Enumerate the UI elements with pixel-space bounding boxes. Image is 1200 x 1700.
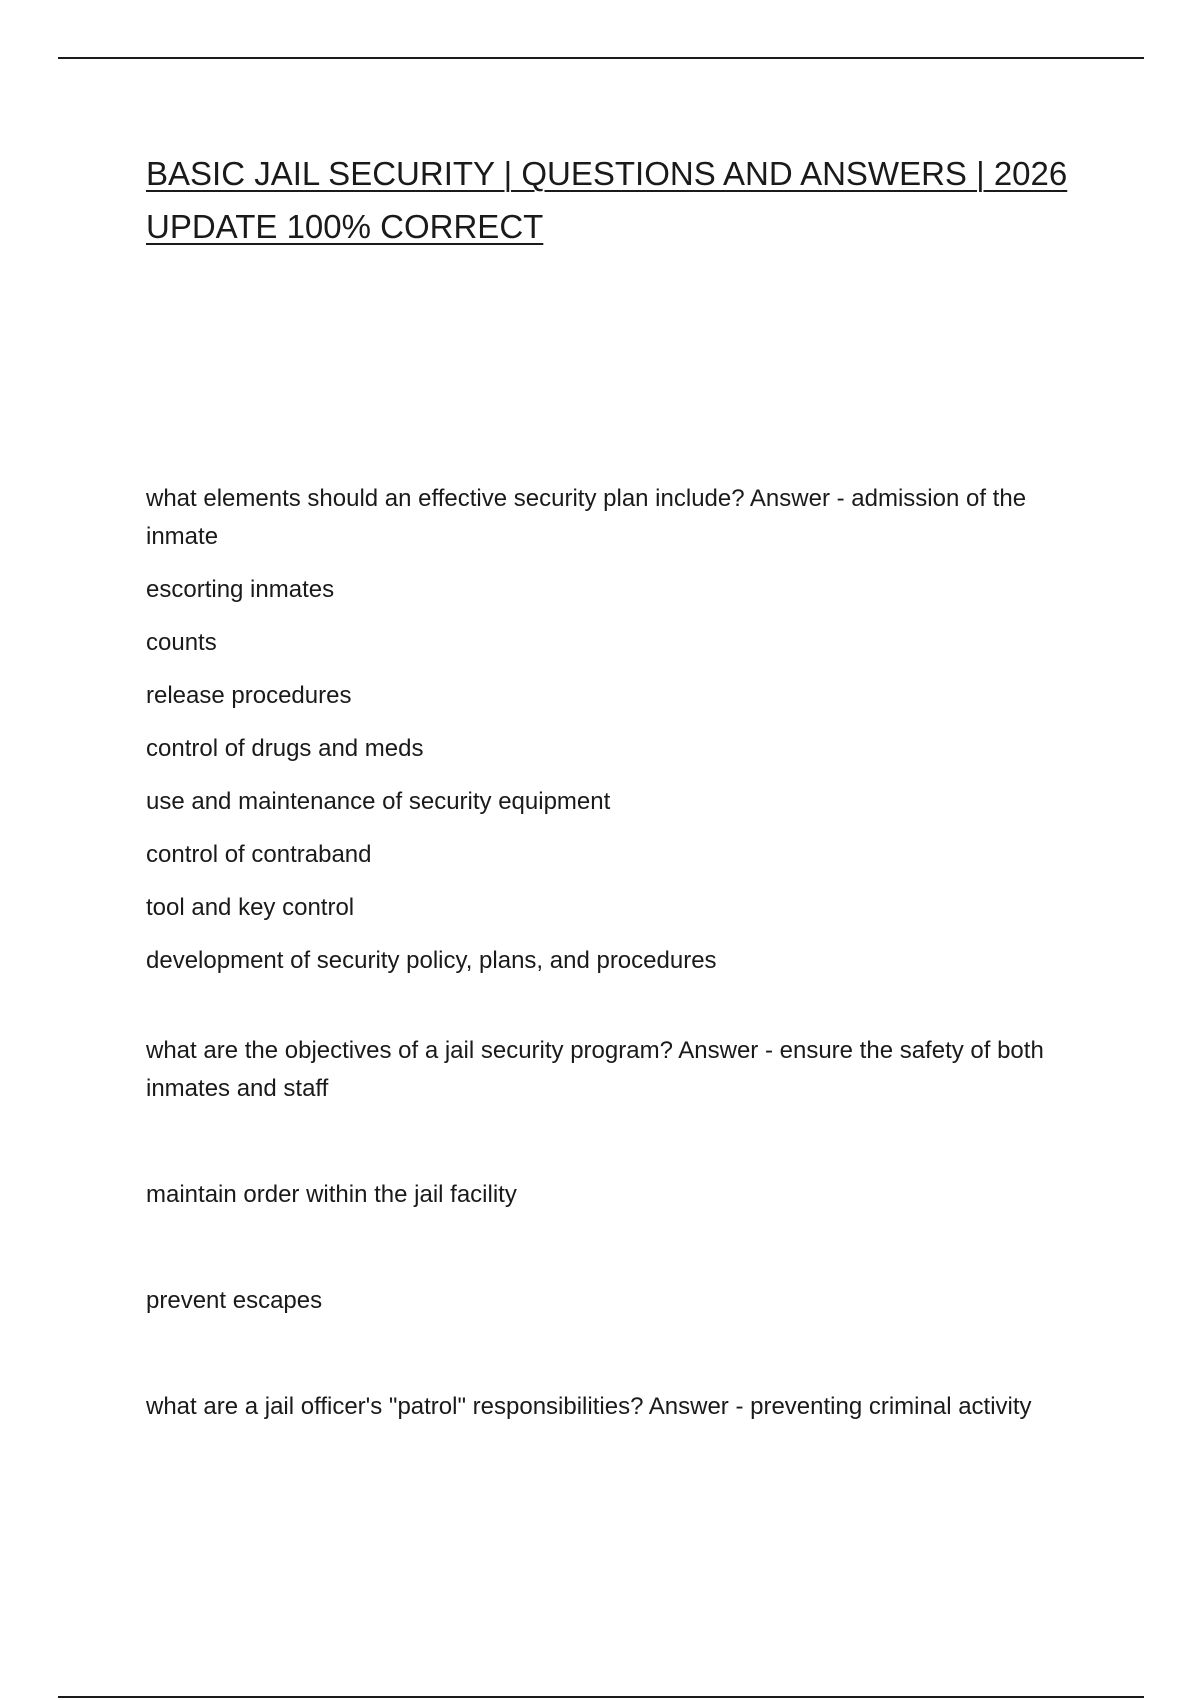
footer-rule (58, 1696, 1144, 1698)
answer-item: development of security policy, plans, and procedures (146, 947, 717, 974)
answer-item: maintain order within the jail facility (146, 1181, 517, 1208)
answer-item: use and maintenance of security equipment (146, 788, 611, 815)
answer-item: tool and key control (146, 894, 355, 921)
qa-content (146, 480, 1056, 1441)
answer-item: release procedures (146, 682, 352, 709)
question-3: what are a jail officer's "patrol" responsibilities? Answer - preventing criminal activity (146, 1393, 1032, 1420)
answer-item: control of contraband (146, 841, 372, 868)
question-1: what elements should an effective security plan include? Answer - admission of the inmate (146, 485, 1027, 550)
answer-item: counts (146, 629, 217, 656)
header-rule (58, 57, 1144, 59)
question-2: what are the objectives of a jail security program? Answer - ensure the safety of both inmates and staff (146, 1037, 1044, 1102)
answer-item: prevent escapes (146, 1287, 323, 1314)
document-title: BASIC JAIL SECURITY | QUESTIONS AND ANSWERS | 2026 UPDATE 100% CORRECT (146, 155, 1068, 245)
answer-item: escorting inmates (146, 576, 335, 603)
answer-item: control of drugs and meds (146, 735, 424, 762)
